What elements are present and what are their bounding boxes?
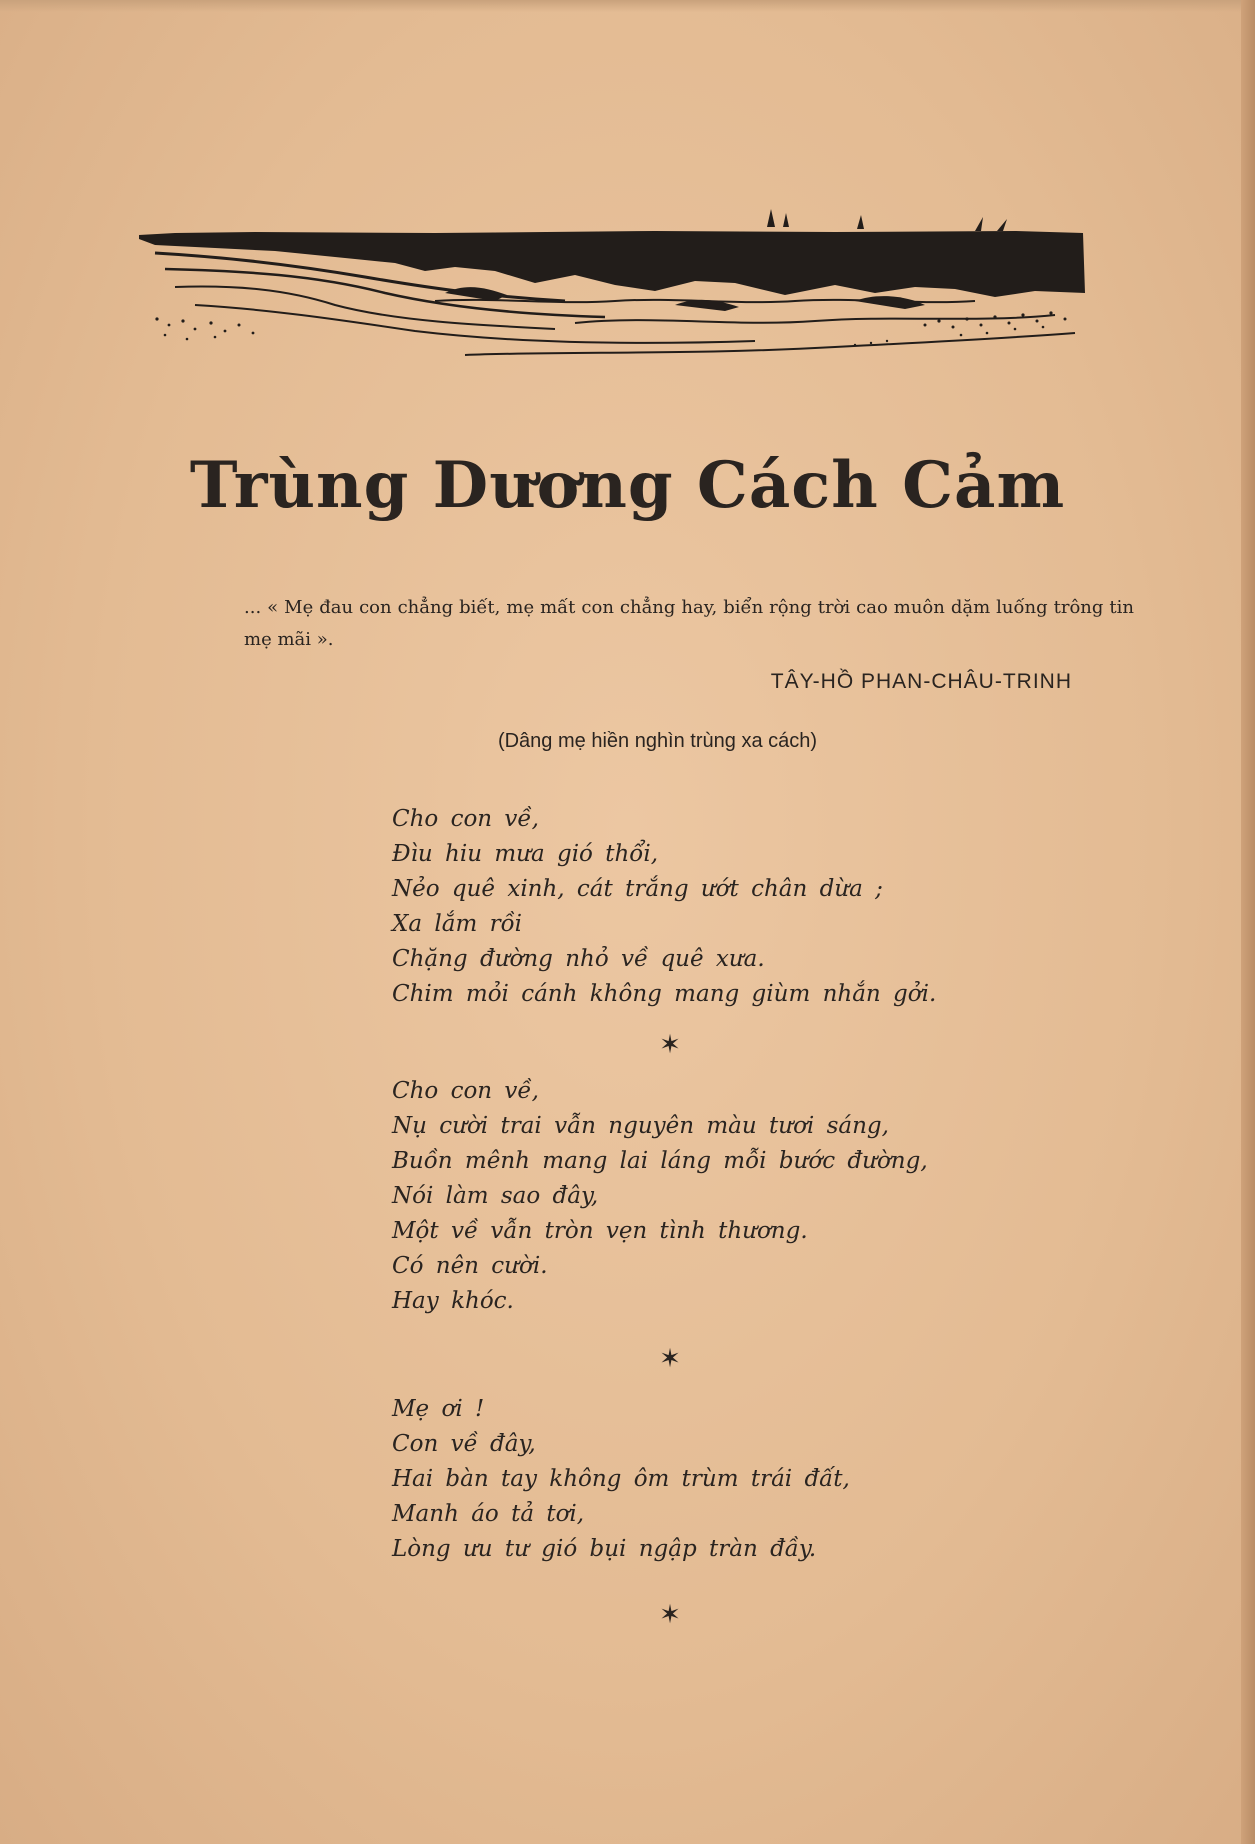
poem-line: Nẻo quê xinh, cát trắng ướt chân dừa ; (392, 876, 883, 902)
poem-line: Cho con về, (392, 806, 539, 832)
poem-line: Xa lắm rồi (392, 911, 523, 937)
poem-line: Buồn mênh mang lai láng mỗi bước đường, (392, 1148, 928, 1174)
star-separator: ✶ (659, 1600, 681, 1630)
sea-horizon-illustration (135, 205, 1090, 370)
dedication-line: (Dâng mẹ hiền nghìn trùng xa cách) (497, 730, 818, 752)
poem-line: Nói làm sao đây, (392, 1183, 599, 1209)
epigraph-attribution: TÂY-HỒ PHAN-CHÂU-TRINH (770, 670, 1072, 693)
poem-line: Có nên cười. (392, 1253, 548, 1279)
poem-line: Nụ cười trai vẫn nguyên màu tươi sáng, (392, 1113, 889, 1139)
poem-line: Hai bàn tay không ôm trùm trái đất, (392, 1466, 850, 1492)
poem-line: Chim mỏi cánh không mang giùm nhắn gởi. (392, 981, 937, 1007)
poem-line: Lòng ưu tư gió bụi ngập tràn đầy. (392, 1536, 817, 1562)
star-separator: ✶ (659, 1030, 681, 1060)
stanza-1 (392, 802, 1032, 1012)
page-title: Trùng Dương Cách Cảm (189, 448, 1066, 523)
poem-line: Mẹ ơi ! (392, 1396, 485, 1422)
poem-line: Cho con về, (392, 1078, 539, 1104)
poem-line: Manh áo tả tơi, (392, 1501, 585, 1527)
page-top-edge (0, 0, 1255, 12)
epigraph-quote: ... « Mẹ đau con chẳng biết, mẹ mất con chẳng hay, biển rộng trời cao muôn dặm luống trông tin mẹ mãi ». (244, 597, 1134, 650)
page-right-edge (1241, 0, 1255, 1844)
poem-line: Chặng đường nhỏ về quê xưa. (392, 946, 765, 972)
stanza-2 (392, 1074, 1032, 1319)
stanza-3 (392, 1392, 1032, 1567)
poem-line: Con về đây, (392, 1431, 536, 1457)
poem-line: Hay khóc. (392, 1288, 514, 1314)
poem-line: Một về vẫn tròn vẹn tình thương. (392, 1218, 808, 1244)
poem-line: Đìu hiu mưa gió thổi, (392, 841, 659, 867)
star-separator: ✶ (659, 1344, 681, 1374)
